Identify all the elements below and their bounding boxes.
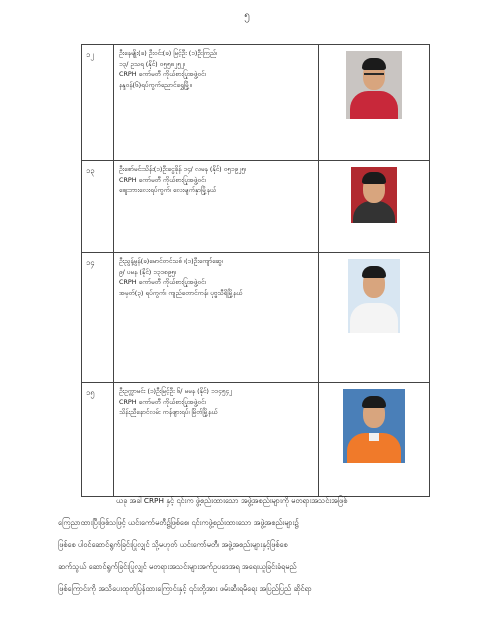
member-address-line: သိန်းညီနောင်လမ်း ကန်ဖျားရပ်၊ မြိတ်မြို့နယ်	[119, 408, 218, 417]
hair	[362, 266, 386, 278]
row-number: ၁၄	[82, 253, 114, 383]
paragraph-line: ဆက်သွယ် ဆောင်ရွက်ခြင်းပြုလျှင် မတရားအသင်းများအက်ဥပဒေအရ အရေးယူခြင်းခံရမည်	[58, 562, 297, 571]
member-role-line: CRPH ကော်မတီ ကိုယ်စားပြုအဖွဲ့ဝင်၊	[119, 175, 206, 184]
shirt	[353, 201, 395, 223]
hair	[362, 58, 386, 70]
hair	[362, 396, 386, 408]
member-details	[114, 161, 319, 253]
row-number: ၁၅	[82, 383, 114, 497]
member-photo	[346, 51, 402, 119]
row-number: ၁၃	[82, 161, 114, 253]
glasses-icon	[364, 73, 384, 79]
collar	[369, 433, 379, 441]
shirt	[350, 91, 398, 119]
member-name-line: ဦးဥက္ကာမင်း (၁)ဦးမြင့်ဦး ၆/ မမန (နိုင်) ၁၁၄၅၄၂	[119, 387, 233, 395]
member-role-line: CRPH ကော်မတီ ကိုယ်စားပြုအဖွဲ့ဝင်၊	[119, 397, 206, 406]
member-name-line: ဦးနေမျိုး(ခ) ဦးဝင်း(ခ) မြင့်ဦး (၁)ဦးကြည်၊	[119, 49, 218, 57]
member-role-line: CRPH ကော်မတီ ကိုယ်စားပြုအဖွဲ့ဝင်၊	[119, 70, 206, 79]
hair	[362, 172, 386, 184]
paragraph-line: ယခု အခါ CRPH နှင့် ၎င်းက ဖွဲ့စည်းထားသော အဖွဲ့အစည်းများကို မတရားအသင်းအဖြစ်	[116, 496, 348, 505]
body-paragraph	[58, 490, 442, 600]
paragraph-line: ဖြစ်စေ ပါဝင်ဆောင်ရွက်ခြင်းပြုလျှင် သို့မဟုတ် ယင်းကော်မတီ၊ အဖွဲ့အစည်းများနှင့်ဖြစ်စေ	[58, 540, 288, 549]
member-address-line: အမှတ်(၃) ရပ်ကွက်၊ ကျည်တောင်ကန်၊ ပုဗ္ဗသီရိမြို့နယ်	[119, 288, 243, 297]
member-photo	[348, 259, 400, 333]
row-number: ၁၂	[82, 45, 114, 161]
paragraph-line: ကြေညာထားပြီးဖြစ်သဖြင့် ယင်းကော်မတီ၌ဖြစ်စေ၊ ၎င်းကဖွဲ့စည်းထားသော အဖွဲ့အစည်းများ၌	[58, 518, 299, 527]
member-details	[114, 45, 319, 161]
table-row	[82, 45, 430, 161]
page-number: ၅	[244, 10, 250, 21]
member-details	[114, 253, 319, 383]
member-details	[114, 383, 319, 497]
member-id-line: ၉/ ပမန (နိုင်) ၁၃၁၈၉၅၊	[119, 267, 176, 276]
photo-cell	[319, 383, 430, 497]
member-address-line: နန္ဒဝန်(၆)ရပ်ကွက်ညောင်ရွှေမြို့။	[119, 80, 192, 89]
photo-cell	[319, 253, 430, 383]
table-row	[82, 383, 430, 497]
member-photo	[351, 167, 397, 223]
paragraph-line: ဖြစ်ကြောင်းကို အသိပေးထုတ်ပြန်ထားကြောင်းနှင့် ၎င်းတို့အား ဖမ်းဆီးရမိရေး အပြည်ပြည် ဆိုင်ရာ	[58, 584, 312, 593]
table-row	[82, 161, 430, 253]
member-name-line: ဦးညွန့်မွန်(ခ)မောင်တင်သစ် ၊(၁)ဦးကျော်ဆွေ၊	[119, 257, 223, 265]
table-row	[82, 253, 430, 383]
member-name-line: ဦးစော်မင်းသိန်း(၁)ဦးငွေခိုန် ၁၄/ လမန (နိုင်) ၀၅၁၉၂၅၊	[119, 165, 246, 173]
member-address-line: ဈေးဘားလေးရပ်ကွက်၊ လေးမျက်နှာမြို့နယ်	[119, 186, 217, 195]
member-photo	[343, 389, 405, 463]
photo-cell	[319, 161, 430, 253]
member-id-line: ၁၃/ ဥသရ (နိုင်) ၀၅၅၈၂၅၂၊	[119, 59, 185, 68]
members-table	[81, 44, 430, 497]
photo-cell	[319, 45, 430, 161]
member-role-line: CRPH ကော်မတီ ကိုယ်စားပြုအဖွဲ့ဝင်၊	[119, 278, 206, 287]
shirt	[350, 303, 398, 333]
